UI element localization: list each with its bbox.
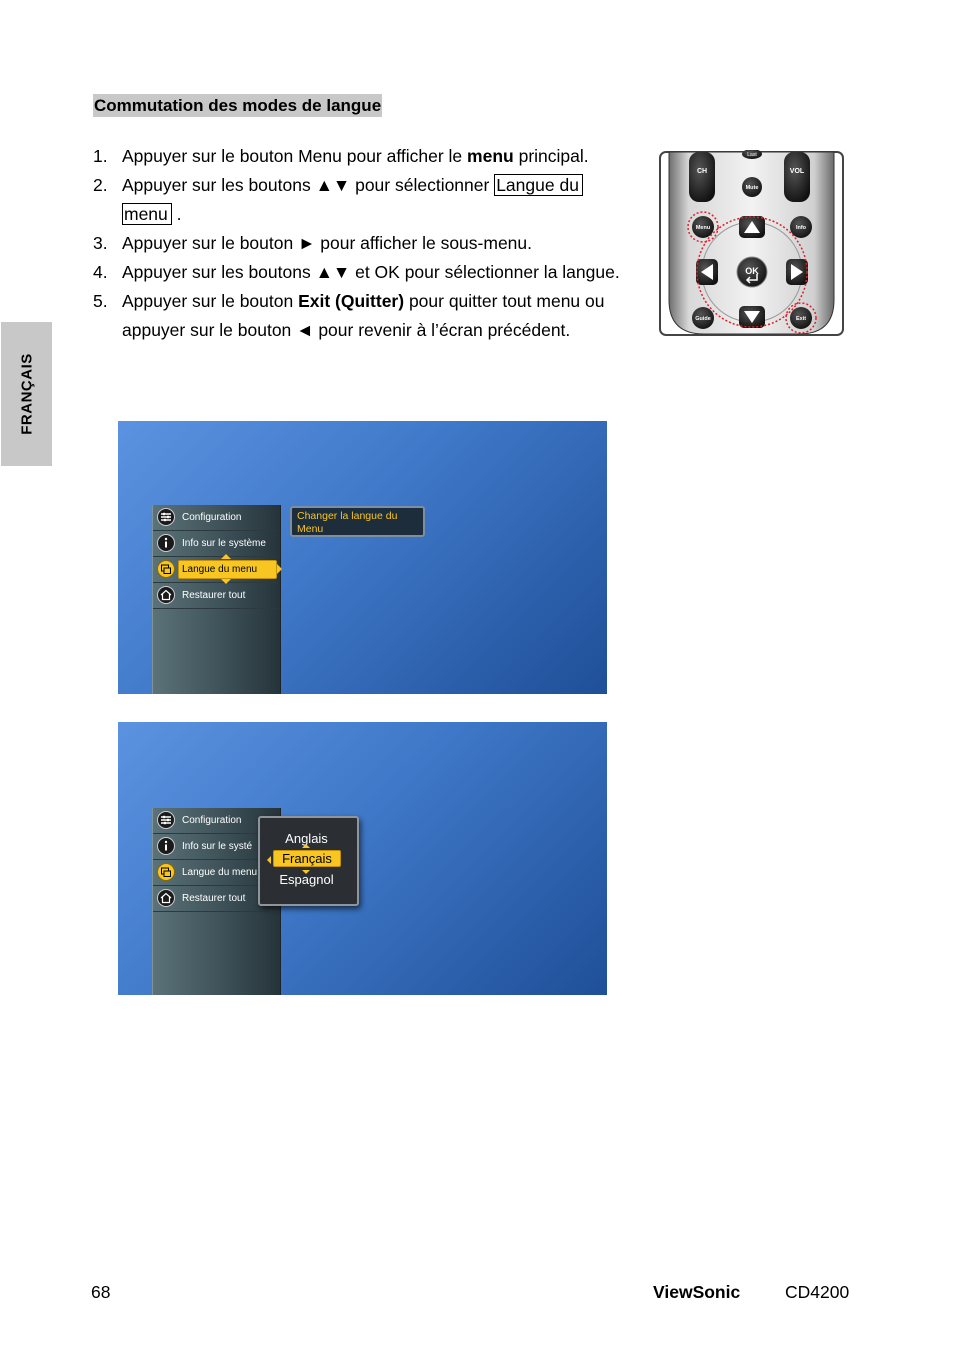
step-number: 4. [93, 262, 108, 282]
osd-menu-item[interactable] [153, 505, 278, 531]
model-number: CD4200 [785, 1282, 850, 1302]
language-option-anglais[interactable]: Anglais [285, 831, 328, 846]
ch-label: CH [696, 168, 708, 175]
brand-name: ViewSonic [653, 1282, 741, 1302]
step-item [93, 258, 638, 287]
ch-button [689, 152, 715, 202]
osd-menu-label: Restaurer tout [182, 590, 246, 601]
language-icon [157, 560, 175, 578]
right-arrow-icon [277, 564, 282, 574]
osd-menu-label: Info sur le système [182, 538, 266, 549]
boxed-term: Langue du [494, 174, 583, 196]
configuration-icon [157, 508, 175, 526]
menu-label: Menu [695, 225, 711, 231]
step-text: Appuyer sur le bouton ► pour afficher le sous-menu. [122, 233, 533, 253]
step-bold-text: Exit (Quitter) [298, 291, 405, 311]
osd-menu-panel [152, 505, 281, 694]
info-label: Info [795, 225, 807, 231]
up-arrow-icon [302, 844, 310, 848]
guide-label: Guide [695, 316, 711, 322]
osd-screenshot-menu [118, 421, 607, 694]
step-text: Appuyer sur les boutons ▲▼ pour sélectionner [122, 175, 495, 195]
language-option-espagnol[interactable]: Espagnol [279, 872, 334, 887]
osd-menu-label: Restaurer tout [182, 893, 246, 904]
last-label: Last [747, 152, 757, 158]
step-text: Appuyer sur le bouton Menu pour afficher le [122, 146, 468, 166]
osd-screenshot-language-options [118, 722, 607, 995]
osd-menu-label: Configuration [182, 512, 242, 523]
section-title: Commutation des modes de langue [94, 96, 382, 115]
step-number: 5. [93, 291, 108, 311]
osd-menu-label: Langue du menu [182, 867, 258, 878]
step-text: Appuyer sur le bouton [122, 291, 299, 311]
down-arrow-icon [302, 870, 310, 874]
language-tab-label: FRANÇAIS [18, 353, 35, 435]
exit-label: Exit [795, 316, 807, 322]
mute-label: Mute [745, 185, 759, 191]
configuration-icon [157, 811, 175, 829]
step-item [93, 229, 638, 258]
step-text: . [171, 204, 182, 224]
language-side-tab [1, 322, 52, 466]
left-arrow-icon [267, 856, 271, 864]
vol-button [784, 152, 810, 202]
step-item [93, 171, 638, 229]
step-bold-text: menu [467, 146, 514, 166]
language-options-popup [258, 816, 359, 906]
ok-label: OK [745, 266, 759, 276]
osd-menu-label: Info sur le systé [182, 841, 253, 852]
step-text: Appuyer sur les boutons ▲▼ et OK pour sélectionner la langue. [122, 262, 620, 282]
osd-menu-label: Langue du menu [182, 564, 258, 575]
restore-icon [157, 586, 175, 604]
osd-menu-item[interactable] [153, 583, 278, 609]
step-number: 2. [93, 175, 108, 195]
remote-control-illustration [659, 150, 844, 337]
language-icon [157, 863, 175, 881]
page-number: 68 [91, 1282, 111, 1302]
vol-label: VOL [789, 168, 805, 175]
boxed-term: menu [122, 203, 172, 225]
instruction-steps [93, 142, 638, 345]
info-icon [157, 534, 175, 552]
menu-help-tooltip: Changer la langue du Menu [290, 506, 425, 537]
step-item [93, 287, 638, 345]
step-text: pour quitter tout menu ou appuyer sur le bouton ◄ pour revenir à l’écran précédent. [122, 291, 605, 340]
step-number: 3. [93, 233, 108, 253]
step-item [93, 142, 638, 171]
osd-menu-item[interactable] [153, 531, 278, 557]
step-text: principal. [513, 146, 589, 166]
language-option-francais-selected[interactable]: Français [273, 850, 341, 867]
info-icon [157, 837, 175, 855]
osd-menu-label: Configuration [182, 815, 242, 826]
restore-icon [157, 889, 175, 907]
osd-menu-item-selected[interactable] [153, 557, 278, 583]
step-number: 1. [93, 146, 108, 166]
